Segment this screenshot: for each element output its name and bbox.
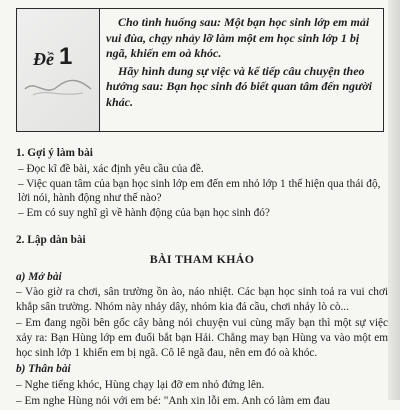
section-1-item: – Đọc kĩ đề bài, xác định yêu cầu của đề. [18, 162, 204, 175]
body-paragraph: – Nghe tiếng khóc, Hùng chạy lại đỡ em nhỏ đứng lên. [16, 379, 265, 392]
topic-prompt [100, 9, 383, 131]
page-edge [388, 0, 400, 400]
topic-prompt-para-1: Cho tình huống sau: Một bạn học sinh lớp em mải vui đùa, chạy nhảy lỡ làm một em học sinh lớp 1 bị ngã, khiến em oà khóc. [106, 15, 370, 60]
section-1-item: – Em có suy nghĩ gì về hành động của bạn học sinh đó? [18, 207, 270, 220]
reference-essay-title: BÀI THAM KHẢO [149, 251, 255, 266]
intro-paragraph: – Em đang ngồi bên gốc cây bàng nói chuyện vui cùng mấy bạn thì một sự việc xảy ra: Bạn Hùng lớp em đuổi bắt bạn Hải. Chẳng may bạn Hùng va vào một em học sinh lớp 1 khiến em bị ngã. Cô lê ngã đau, nên em đó oà khóc. [16, 316, 388, 359]
topic-label-word: Đề [33, 49, 54, 69]
topic-prompt-para-2: Hãy hình dung sự việc và kể tiếp câu chuyện theo hướng sau: Bạn học sinh đó biết quan tâm đến người khác. [106, 63, 372, 109]
main-content [16, 146, 388, 410]
topic-label [17, 9, 100, 131]
section-1-heading: 1. Gợi ý làm bài [16, 147, 93, 159]
body-paragraph: – Em nghe Hùng nói với em bé: "Anh xin lỗi em. Anh có làm em đau [16, 394, 330, 407]
intro-heading: a) Mở bài [16, 270, 62, 283]
intro-paragraph: – Vào giờ ra chơi, sân trường ồn ào, náo nhiệt. Các bạn học sinh toả ra vui chơi khắp sân trường. Nhóm này nhảy dây, nhóm kia đá cầu, chơi nhảy lò cò... [16, 286, 388, 314]
decorative-swirl-icon [23, 75, 93, 99]
section-1-item: – Việc quan tâm của bạn học sinh lớp em đến em nhỏ lớp 1 thể hiện qua thái độ, lời nói, hành động như thế nào? [18, 177, 381, 205]
body-heading: b) Thân bài [16, 363, 71, 376]
section-2-heading: 2. Lập dàn bài [16, 233, 86, 246]
topic-label-number: 1 [59, 43, 73, 70]
topic-box [16, 8, 384, 132]
